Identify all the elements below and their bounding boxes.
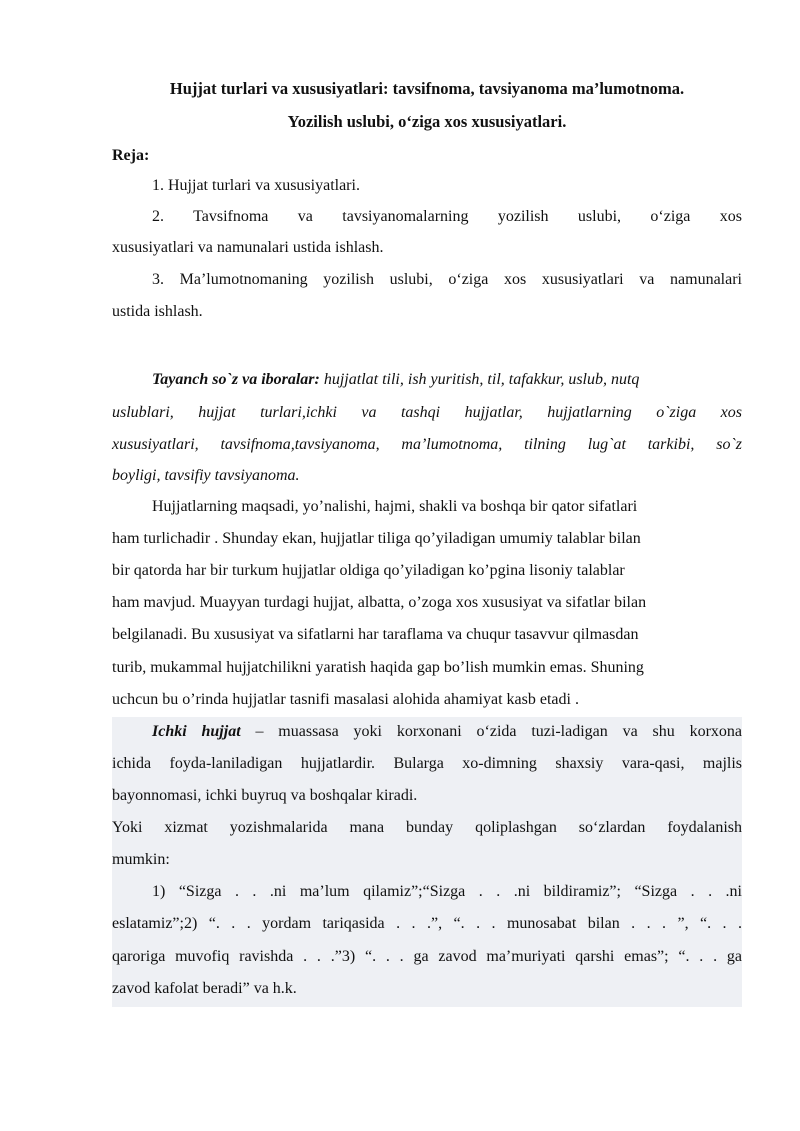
para1-line-2: ham turlichadir . Shunday ekan, hujjatlar tiliga qo’yiladigan umumiy talablar bilan <box>112 530 641 547</box>
keywords-label: Tayanch so`z va iboralar: <box>152 371 320 388</box>
para3-line-1: Yoki xizmat yozishmalarida mana bunday qoliplashgan so‘zlardan foydalanish <box>112 819 742 836</box>
keywords-line-3: xususiyatlari, tavsifnoma,tavsiyanoma, ma’lumotnoma, tilning lug`at tarkibi, so`z <box>112 436 742 453</box>
para1-line-7: uchcun bu o’rinda hujjatlar tasnifi masalasi alohida ahamiyat kasb etadi . <box>112 691 579 708</box>
plan-item-1: 1. Hujjat turlari va xususiyatlari. <box>152 177 360 194</box>
para1-line-5: belgilanadi. Bu xususiyat va sifatlarni har taraflama va chuqur tasavvur qilmasdan <box>112 626 639 643</box>
title-line-1: Hujjat turlari va xususiyatlari: tavsifnoma, tavsiyanoma ma’lumotnoma. <box>169 79 685 98</box>
plan-item-2-line-2: xususiyatlari va namunalari ustida ishlash. <box>112 239 384 256</box>
ichki-hujjat-term: Ichki hujjat <box>152 723 241 740</box>
plan-item-3-line-2: ustida ishlash. <box>112 303 203 320</box>
plan-item-2-line-1: 2. Tavsifnoma va tavsiyanomalarning yozilish uslubi, o‘ziga xos <box>152 208 742 225</box>
para1-line-4: ham mavjud. Muayyan turdagi hujjat, albatta, o’zoga xos xususiyat va sifatlar bilan <box>112 594 647 611</box>
para3-line-2: mumkin: <box>112 851 170 868</box>
keywords-line-4: boyligi, tavsifiy tavsiyanoma. <box>112 467 300 484</box>
para4-line-1: 1) “Sizga . . .ni ma’lum qilamiz”;“Sizga . . .ni bildiramiz”; “Sizga . . .ni <box>152 883 742 900</box>
para4-line-4: zavod kafolat beradi” va h.k. <box>112 980 297 997</box>
plan-item-3-line-1: 3. Ma’lumotnomaning yozilish uslubi, o‘ziga xos xususiyatlari va namunalari <box>152 271 742 288</box>
para2-text-1: – muassasa yoki korxonani o‘zida tuzi-ladigan va shu korxona <box>240 723 742 740</box>
para2-line-3: bayonnomasi, ichki buyruq va boshqalar kiradi. <box>112 787 418 804</box>
para4-line-2: eslatamiz”;2) “. . . yordam tariqasida . . .”, “. . . munosabat bilan . . . ”, “. . . <box>112 915 742 932</box>
para1-line-6: turib, mukammal hujjatchilikni yaratish haqida gap bo’lish mumkin emas. Shuning <box>112 659 644 676</box>
para1-line-1: Hujjatlarning maqsadi, yo’nalishi, hajmi, shakli va boshqa bir qator sifatlari <box>152 498 638 515</box>
para2-line-1 <box>152 722 742 742</box>
keywords-text-1: hujjatlat tili, ish yuritish, til, tafakkur, uslub, nutq <box>319 371 640 388</box>
title-line-2: Yozilish uslubi, o‘ziga xos xususiyatlari. <box>287 112 567 131</box>
para4-line-3: qaroriga muvofiq ravishda . . .”3) “. . . ga zavod ma’muriyati qarshi emas”; “. . . ga <box>112 948 742 965</box>
para1-line-3: bir qatorda har bir turkum hujjatlar oldiga qo’yiladigan ko’pgina lisoniy talablar <box>112 562 625 579</box>
para2-line-2: ichida foyda-laniladigan hujjatlardir. Bularga xo-dimning shaxsiy vara-qasi, majlis <box>112 755 742 772</box>
plan-heading: Reja: <box>112 147 150 164</box>
keywords-line-1 <box>152 370 742 390</box>
keywords-line-2: uslublari, hujjat turlari,ichki va tashqi hujjatlar, hujjatlarning o`ziga xos <box>112 404 742 421</box>
